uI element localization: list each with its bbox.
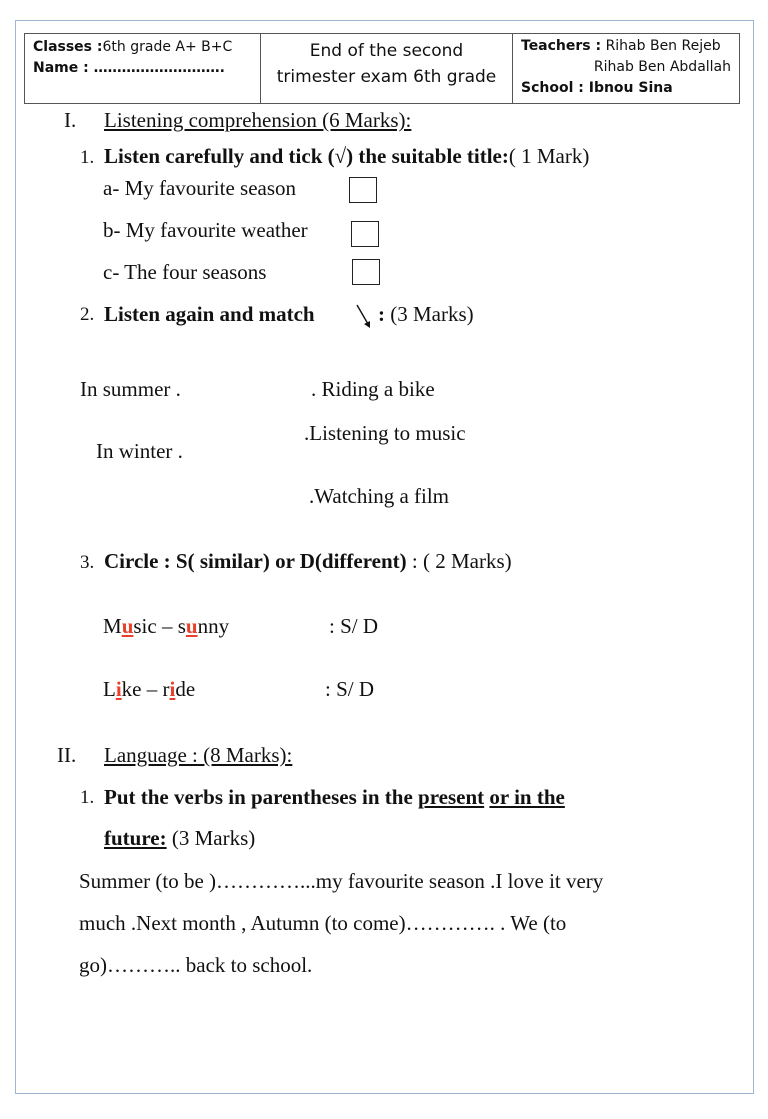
match-arrow-icon <box>355 303 373 329</box>
p2-q1-bold: Put the verbs in parentheses in the <box>104 785 419 809</box>
checkbox-c[interactable] <box>352 259 380 285</box>
pair2-pre: L <box>103 677 116 701</box>
exam-header <box>24 33 740 104</box>
pair1-answer[interactable]: : S/ D <box>329 614 379 638</box>
teacher-info <box>513 34 739 103</box>
p2-q1-future: future: <box>104 826 167 850</box>
pair-1 <box>103 614 229 639</box>
q1-number: 1. <box>80 147 95 168</box>
pair2-answer[interactable]: : S/ D <box>325 677 375 701</box>
pair1-pre: M <box>103 614 122 638</box>
part1-title: Listening comprehension (6 Marks): <box>104 108 412 132</box>
match-right-2: .Listening to music <box>304 421 466 445</box>
checkbox-a[interactable] <box>349 177 377 203</box>
q1-instruction <box>104 144 589 169</box>
pair1-highlight-a: u <box>121 614 134 638</box>
name-field[interactable]: Name : ………………………. <box>33 60 225 76</box>
pair2-highlight-a: i <box>115 677 122 701</box>
p2-q1-present: present <box>418 785 485 809</box>
q2-colon: : <box>378 302 385 326</box>
option-c: c- The four seasons <box>103 260 267 284</box>
p2-q1-number: 1. <box>80 787 95 808</box>
classes-value: 6th grade A+ B+C <box>102 39 233 55</box>
q1-marks: ( 1 Mark) <box>508 144 590 168</box>
match-left-2: In winter . <box>96 439 183 463</box>
pair2-post: de <box>175 677 196 701</box>
p2-q1-instruction <box>104 785 565 810</box>
q3-marks: : ( 2 Marks) <box>411 549 512 573</box>
option-a: a- My favourite season <box>103 176 297 200</box>
class-info <box>25 34 261 103</box>
pair2-highlight-b: i <box>169 677 176 701</box>
q2-instruction <box>104 302 315 327</box>
match-right-3: .Watching a film <box>309 484 450 508</box>
exam-title-line1: End of the second <box>309 41 464 61</box>
exercise-line-1[interactable]: Summer (to be )…………...my favourite season .I love it very <box>79 869 604 893</box>
match-right-1: . Riding a bike <box>311 377 435 401</box>
p2-q1-instruction-2 <box>104 826 255 851</box>
exam-title-line2: trimester exam 6th grade <box>276 67 497 87</box>
exercise-line-3[interactable]: go)……….. back to school. <box>79 953 313 977</box>
pair1-highlight-b: u <box>185 614 198 638</box>
exam-title <box>261 34 513 103</box>
match-left-1: In summer . <box>80 377 181 401</box>
p2-q1-marks: (3 Marks) <box>171 826 256 850</box>
exercise-line-2[interactable]: much .Next month , Autumn (to come)…………. . We (to <box>79 911 567 935</box>
q3-number: 3. <box>80 552 95 573</box>
q3-instruction-bold: Circle : S( similar) or D(different) <box>104 549 407 573</box>
teacher-1: Rihab Ben Rejeb <box>605 38 721 54</box>
p2-q1-or-in-the: or in the <box>489 785 565 809</box>
q2-marks <box>378 302 474 327</box>
q2-number: 2. <box>80 304 95 325</box>
school-label: School : Ibnou Sina <box>521 80 673 96</box>
q3-instruction <box>104 549 512 574</box>
part1-numeral: I. <box>64 108 77 132</box>
pair-2 <box>103 677 195 702</box>
part2-title: Language : (8 Marks): <box>104 743 293 767</box>
checkbox-b[interactable] <box>351 221 379 247</box>
pair2-mid: ke – r <box>121 677 170 701</box>
q2-marks-text: (3 Marks) <box>390 302 474 326</box>
pair1-mid: sic – s <box>133 614 186 638</box>
teachers-label: Teachers : <box>521 38 602 54</box>
q1-instruction-bold: Listen carefully and tick (√) the suitable title: <box>104 144 509 168</box>
q2-instruction-bold: Listen again and match <box>104 302 315 326</box>
pair1-post: nny <box>197 614 230 638</box>
teacher-2: Rihab Ben Abdallah <box>593 59 731 75</box>
part2-numeral: II. <box>57 743 77 767</box>
option-b: b- My favourite weather <box>103 218 308 242</box>
classes-label: Classes : <box>33 39 103 55</box>
